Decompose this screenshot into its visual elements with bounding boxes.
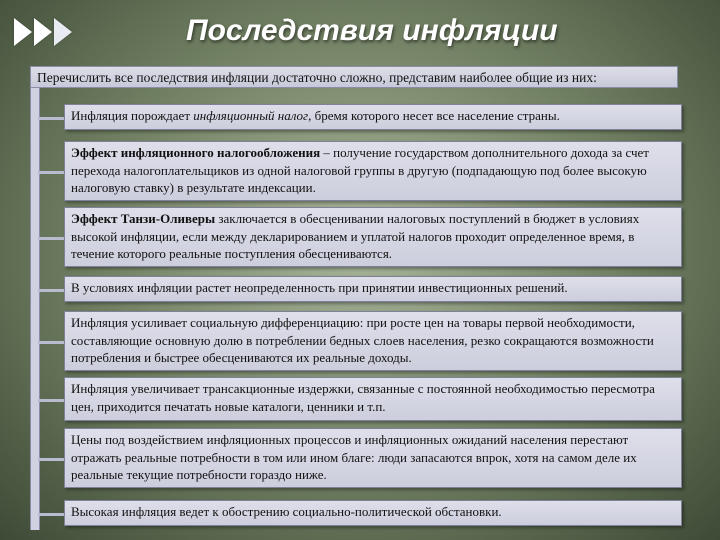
nav-arrows <box>14 18 74 46</box>
arrow-right-icon <box>34 18 52 46</box>
list-item: Инфляция увеличивает трансакционные издержки, связанные с постоянной необходимостью пересмотра цен, приходится печатать новые каталоги, ценники и т.п. <box>64 377 682 421</box>
intro-text: Перечислить все последствия инфляции достаточно сложно, представим наиболее общие из них: <box>30 66 678 88</box>
arrow-right-icon <box>54 18 72 46</box>
connector <box>38 458 64 461</box>
connector <box>38 513 64 516</box>
connector <box>38 289 64 292</box>
list-item: Высокая инфляция ведет к обострению социально-политической обстановки. <box>64 500 682 526</box>
page-title: Последствия инфляции <box>186 14 558 47</box>
list-spine <box>30 88 40 530</box>
connector <box>38 117 64 120</box>
list-item: Инфляция порождает инфляционный налог, бремя которого несет все население страны. <box>64 104 682 130</box>
connector <box>38 399 64 402</box>
connector <box>38 341 64 344</box>
list-item: Инфляция усиливает социальную дифференциацию: при росте цен на товары первой необходимости, составляющие основную долю в потреблении бедных слоев населения, резко сокращаются возможности потребления и быстрее обесцениваются их реальные доходы. <box>64 311 682 371</box>
list-item: Эффект инфляционного налогообложения – получение государством дополнительного дохода за счет перехода налогоплательщиков из одной налоговой группы в другую (подпадающую под более высокую налоговую ставку) в результате индексации. <box>64 141 682 201</box>
connector <box>38 171 64 174</box>
list-item: Цены под воздействием инфляционных процессов и инфляционных ожиданий населения перестают отражать реальные потребности в том или ином благе: люди запасаются впрок, хотя на самом деле их реальные текущие потребности гораздо ниже. <box>64 428 682 488</box>
list-item: В условиях инфляции растет неопределенность при принятии инвестиционных решений. <box>64 276 682 302</box>
arrow-right-icon <box>14 18 32 46</box>
list-item: Эффект Танзи-Оливеры заключается в обесценивании налоговых поступлений в бюджет в условиях высокой инфляции, если между декларированием и уплатой налогов проходит определенное время, в течение которого реальные поступления обесцениваются. <box>64 207 682 267</box>
connector <box>38 237 64 240</box>
